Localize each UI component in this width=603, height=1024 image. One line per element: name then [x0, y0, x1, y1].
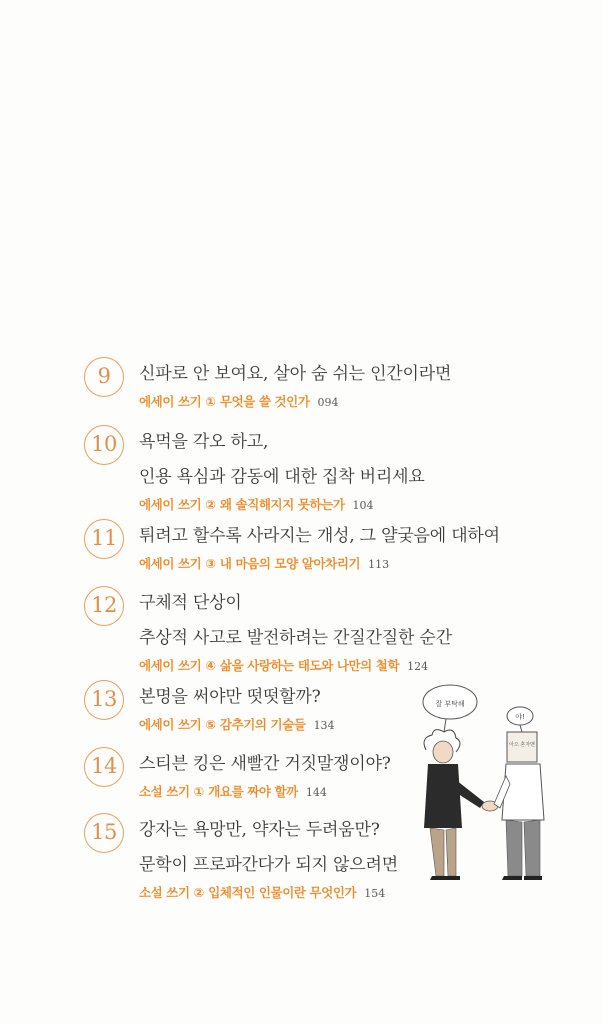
page-number: 144: [305, 786, 327, 799]
page-number: 104: [352, 499, 374, 512]
chapter-number-badge: 13: [84, 680, 124, 720]
sub-number: ①: [205, 394, 216, 409]
chapter-title-line: 신파로 안 보여요, 살아 숨 쉬는 인간이라면: [139, 364, 452, 384]
handshake-illustration: [410, 680, 570, 890]
page-number: 094: [317, 396, 339, 409]
sub-title: 개요를 짜야 할까: [208, 784, 298, 799]
chapter-title-line: 구체적 단상이: [139, 593, 242, 613]
chapter-number-badge: 9: [84, 357, 124, 397]
handshake-drawing: [410, 680, 570, 890]
left-figure: [424, 730, 484, 880]
entry-body: [139, 519, 519, 573]
entry-body: [139, 425, 519, 514]
sub-number: ②: [205, 497, 216, 512]
sub-title: 왜 솔직해지지 못하는가: [219, 497, 345, 512]
speech-bubble-right-text: 야!: [515, 713, 525, 721]
chapter-title-line: 인용 욕심과 감동에 대한 집착 버리세요: [139, 467, 425, 487]
category-label: 에세이 쓰기: [139, 717, 202, 732]
category-label: 에세이 쓰기: [139, 658, 202, 673]
sub-title: 입체적인 인물이란 무엇인가: [208, 885, 357, 900]
sub-number: ⑤: [205, 717, 216, 732]
chapter-title-line: 스티븐 킹은 새빨간 거짓말쟁이야?: [139, 754, 391, 774]
chapter-subtitle: [139, 394, 519, 411]
chapter-number-badge: 10: [84, 425, 124, 465]
sub-number: ①: [193, 784, 205, 799]
category-label: 에세이 쓰기: [139, 497, 202, 512]
category-label: 소설 쓰기: [139, 885, 190, 900]
sub-number: ②: [193, 885, 205, 900]
chapter-title-line: 튀려고 할수록 사라지는 개성, 그 얄궂음에 대하여: [139, 526, 500, 546]
chapter-subtitle: [139, 556, 519, 573]
chapter-title-line: 욕먹을 각오 하고,: [139, 432, 269, 452]
chapter-title-line: 강자는 욕망만, 약자는 두려움만?: [139, 820, 380, 840]
box-head-text: 아으 혼자맨: [509, 742, 535, 748]
chapter-title-line: 문학이 프로파간다가 되지 않으려면: [139, 855, 398, 875]
chapter-number-badge: 12: [84, 586, 124, 626]
sub-number: ③: [205, 556, 216, 571]
chapter-subtitle: [139, 497, 519, 514]
page-number: 154: [364, 887, 386, 900]
chapter-title-line: 본명을 써야만 떳떳할까?: [139, 687, 321, 707]
chapter-number-badge: 11: [84, 519, 124, 559]
chapter-number-badge: 14: [84, 747, 124, 787]
category-label: 에세이 쓰기: [139, 556, 202, 571]
chapter-number-badge: 15: [84, 813, 124, 853]
sub-title: 감추기의 기술들: [219, 717, 306, 732]
chapter-title-line: 추상적 사고로 발전하려는 간질간질한 순간: [139, 628, 452, 648]
category-label: 에세이 쓰기: [139, 394, 202, 409]
page-number: 113: [368, 558, 390, 571]
category-label: 소설 쓰기: [139, 784, 190, 799]
sub-title: 삶을 사랑하는 태도와 나만의 철학: [219, 658, 400, 673]
speech-bubble-left-text: 잘 부탁해: [435, 700, 465, 708]
right-figure: [494, 732, 544, 880]
page-number: 134: [313, 719, 335, 732]
sub-title: 무엇을 쓸 것인가: [219, 394, 310, 409]
page-number: 124: [407, 660, 429, 673]
entry-body: [139, 586, 519, 675]
chapter-subtitle: [139, 658, 519, 675]
entry-body: [139, 357, 519, 411]
sub-title: 내 마음의 모양 알아차리기: [219, 556, 361, 571]
sub-number: ④: [205, 658, 216, 673]
